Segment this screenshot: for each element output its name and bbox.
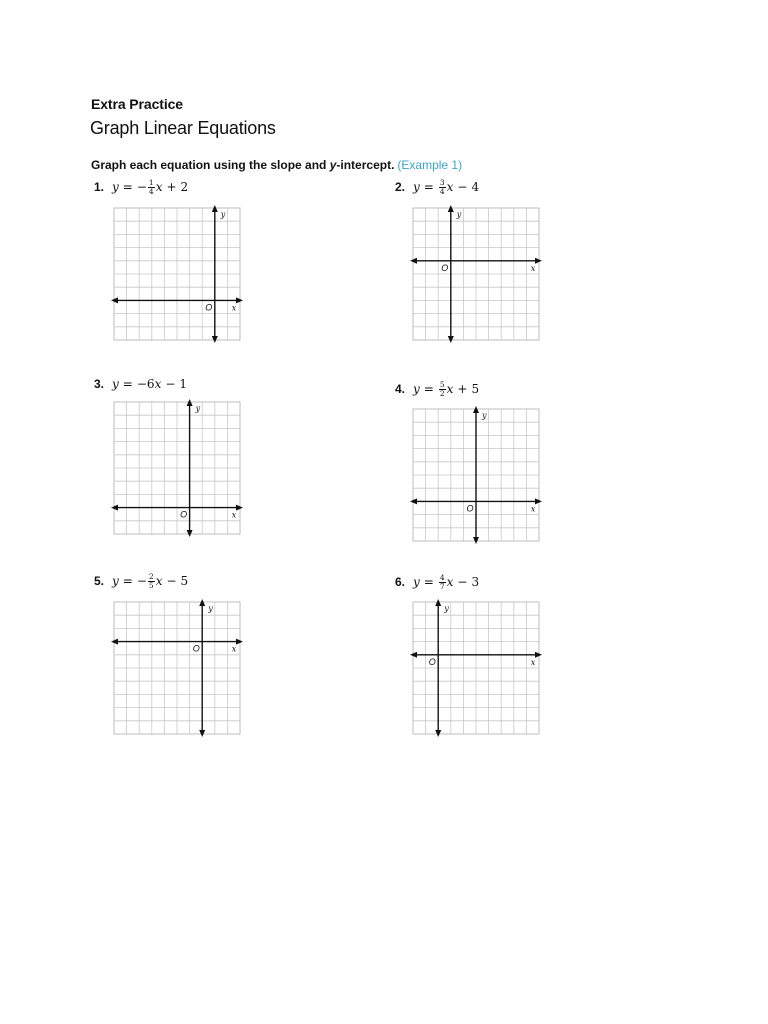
eq-y: y (112, 180, 119, 194)
eq-y: y (112, 377, 119, 391)
x-axis-label: x (231, 510, 237, 520)
eq-intercept: 3 (471, 575, 480, 589)
eq-y: y (413, 180, 420, 194)
eq-sign: − (136, 574, 147, 588)
eq-y: y (413, 382, 420, 396)
origin-label: O (180, 509, 188, 520)
eq-intercept: 2 (180, 180, 189, 194)
eq-equals: = (423, 180, 434, 194)
eq-x: x (446, 180, 454, 194)
slope-fraction (439, 381, 446, 398)
problem-number: 1. (94, 180, 105, 194)
eq-intercept: 5 (180, 574, 189, 588)
y-axis-label: y (482, 411, 487, 420)
y-axis-label: y (220, 210, 226, 219)
y-axis-label: y (456, 210, 462, 219)
worksheet-title: Graph Linear Equations (90, 118, 276, 138)
eq-equals: = (122, 377, 133, 391)
origin-label: O (466, 503, 474, 514)
origin-label: O (205, 302, 213, 313)
problem-number: 6. (395, 575, 406, 589)
eq-operator: − (165, 377, 176, 391)
eq-intercept: 1 (179, 377, 188, 391)
problem-number: 2. (395, 180, 406, 194)
equation (413, 381, 479, 398)
eq-y: y (413, 575, 420, 589)
equation (413, 179, 479, 196)
slope-numerator: 2 (148, 571, 154, 581)
x-axis-label: x (530, 657, 536, 667)
x-axis-label: x (530, 263, 536, 273)
y-axis-label: y (444, 604, 449, 613)
x-axis-label: x (530, 504, 536, 514)
eq-operator: − (457, 575, 468, 589)
coordinate-grid-2[interactable] (413, 208, 539, 340)
problem-number: 3. (94, 377, 105, 391)
x-axis-label: x (231, 303, 237, 313)
slope-numerator: 5 (439, 379, 445, 389)
eq-x: x (155, 574, 163, 588)
eq-x: x (154, 377, 162, 391)
slope-fraction (439, 574, 446, 591)
slope-denominator: 4 (148, 186, 154, 196)
eq-equals: = (122, 180, 133, 194)
eq-sign: − (136, 180, 147, 194)
origin-label: O (428, 656, 436, 667)
equation (112, 377, 187, 391)
coordinate-grid-1[interactable] (114, 208, 240, 340)
eq-operator: − (457, 180, 468, 194)
problem-number: 5. (94, 574, 105, 588)
slope-fraction (148, 573, 155, 590)
coordinate-grid-3[interactable] (114, 402, 240, 534)
origin-label: O (441, 262, 449, 273)
x-axis-label: x (231, 644, 237, 654)
slope-fraction (439, 179, 446, 196)
slope-denominator: 4 (439, 186, 445, 196)
equation (413, 574, 479, 591)
slope-denominator: 5 (148, 580, 154, 590)
instructions-yvar: y (329, 158, 337, 172)
eq-intercept: 5 (471, 382, 480, 396)
instructions-suffix: -intercept. (336, 158, 395, 172)
slope-numerator: 4 (439, 572, 445, 582)
eq-operator: + (166, 180, 177, 194)
equation (112, 573, 188, 590)
slope-numerator: 3 (439, 177, 445, 187)
slope-fraction (148, 179, 155, 196)
eq-x: x (155, 180, 163, 194)
example-reference-link[interactable]: (Example 1) (397, 158, 463, 172)
eq-coefficient: −6 (136, 377, 155, 391)
instructions (91, 158, 462, 172)
eq-equals: = (423, 575, 434, 589)
coordinate-grid-6[interactable] (413, 602, 539, 734)
worksheet-subtitle: Extra Practice (91, 96, 183, 112)
instructions-prefix: Graph each equation using the slope and (91, 158, 330, 172)
eq-intercept: 4 (471, 180, 480, 194)
eq-x: x (446, 382, 454, 396)
y-axis-label: y (195, 404, 201, 413)
problem-number: 4. (395, 382, 406, 396)
eq-y: y (112, 574, 119, 588)
eq-operator: − (166, 574, 177, 588)
coordinate-grid-4[interactable] (413, 409, 539, 541)
eq-equals: = (122, 574, 133, 588)
eq-x: x (446, 575, 454, 589)
equation (112, 179, 188, 196)
eq-operator: + (457, 382, 468, 396)
slope-denominator: 7 (439, 581, 445, 591)
coordinate-grid-5[interactable] (114, 602, 240, 734)
slope-numerator: 1 (148, 177, 154, 187)
origin-label: O (192, 643, 200, 654)
eq-equals: = (423, 382, 434, 396)
y-axis-label: y (208, 604, 213, 613)
slope-denominator: 2 (439, 388, 445, 398)
